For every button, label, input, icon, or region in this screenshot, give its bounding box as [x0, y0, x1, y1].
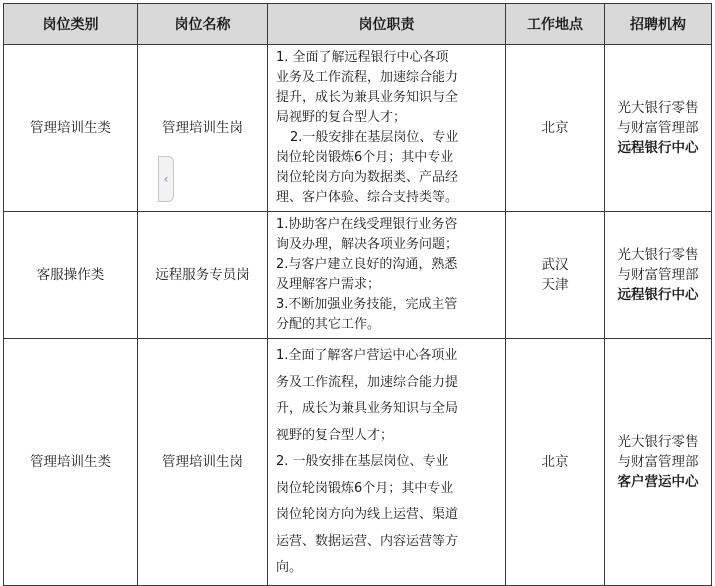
duty-line: 1. 全面了解远程银行中心各项 [276, 50, 449, 65]
chevron-left-icon: ‹ [163, 172, 169, 186]
cell-org [605, 339, 712, 586]
duty-line: 1.协助客户在线受理银行业务咨 [276, 217, 458, 232]
org-center: 远程银行中心 [617, 140, 699, 156]
duty-line: 岗位轮岗锻炼6个月；其中专业 [276, 480, 454, 496]
duty-line: 2. 一般安排在基层岗位、专业 [276, 454, 449, 469]
duty-line: 2.与客户建立良好的沟通，熟悉 [276, 257, 458, 272]
duty-line: 岗位轮岗锻炼6个月；其中专业 [276, 150, 454, 165]
duty-line: 提升，成长为兼具业务知识与全 [276, 90, 459, 105]
org-center: 客户营运中心 [617, 473, 699, 490]
org-name: 光大银行零售与财富管理部 [617, 433, 699, 470]
cell-duties [268, 339, 506, 586]
cell-location: 北京 [506, 339, 605, 586]
duty-line: 视野的复合型人才； [276, 427, 394, 443]
header-row [4, 4, 712, 45]
table-row [4, 339, 712, 586]
cell-category: 客服操作类 [4, 212, 138, 339]
duty-line: 理、客户体验、综合支持类等。 [276, 190, 459, 205]
duty-line: 岗位轮岗方向为线上运营、渠道 [276, 507, 459, 522]
cell-location: 武汉 天津 [506, 212, 605, 339]
table-row [4, 212, 712, 339]
org-name: 光大银行零售与财富管理部 [617, 100, 699, 136]
duty-line: 升，成长为兼具业务知识与全局 [276, 401, 459, 416]
header-duties: 岗位职责 [268, 4, 506, 45]
cell-position: 管理培训生岗 [138, 45, 268, 212]
duty-line: 局视野的复合型人才； [276, 110, 407, 125]
duty-line: 分配的其它工作。 [276, 317, 381, 332]
cell-duties [268, 212, 506, 339]
header-org: 招聘机构 [605, 4, 712, 45]
cell-duties [268, 45, 506, 212]
duty-line: 业务及工作流程，加速综合能力 [276, 70, 459, 85]
duty-line: 询及办理，解决各项业务问题； [276, 237, 459, 252]
duty-line: 3.不断加强业务技能，完成主管 [276, 297, 458, 312]
cell-org [605, 45, 712, 212]
recruitment-table [3, 3, 712, 586]
duty-line: 2.一般安排在基层岗位、专业 [290, 130, 459, 145]
org-center: 远程银行中心 [617, 287, 699, 303]
table-row [4, 45, 712, 212]
duty-line: 岗位轮岗方向为数据类、产品经 [276, 170, 459, 185]
cell-location: 北京 [506, 45, 605, 212]
duty-line: 运营、数据运营、内容运营等方 [276, 533, 459, 549]
duty-line: 1.全面了解客户营运中心各项业 [276, 348, 458, 363]
cell-org [605, 212, 712, 339]
header-location: 工作地点 [506, 4, 605, 45]
duty-line: 向。 [276, 560, 303, 575]
cell-category: 管理培训生类 [4, 45, 138, 212]
org-name: 光大银行零售与财富管理部 [617, 247, 699, 283]
duty-line: 务及工作流程，加速综合能力提 [276, 374, 459, 390]
header-position: 岗位名称 [138, 4, 268, 45]
cell-position: 远程服务专员岗 [138, 212, 268, 339]
header-category: 岗位类别 [4, 4, 138, 45]
collapse-handle[interactable] [158, 156, 174, 202]
cell-category: 管理培训生类 [4, 339, 138, 586]
cell-position: 管理培训生岗 [138, 339, 268, 586]
duty-line: 及理解客户需求； [276, 277, 381, 292]
